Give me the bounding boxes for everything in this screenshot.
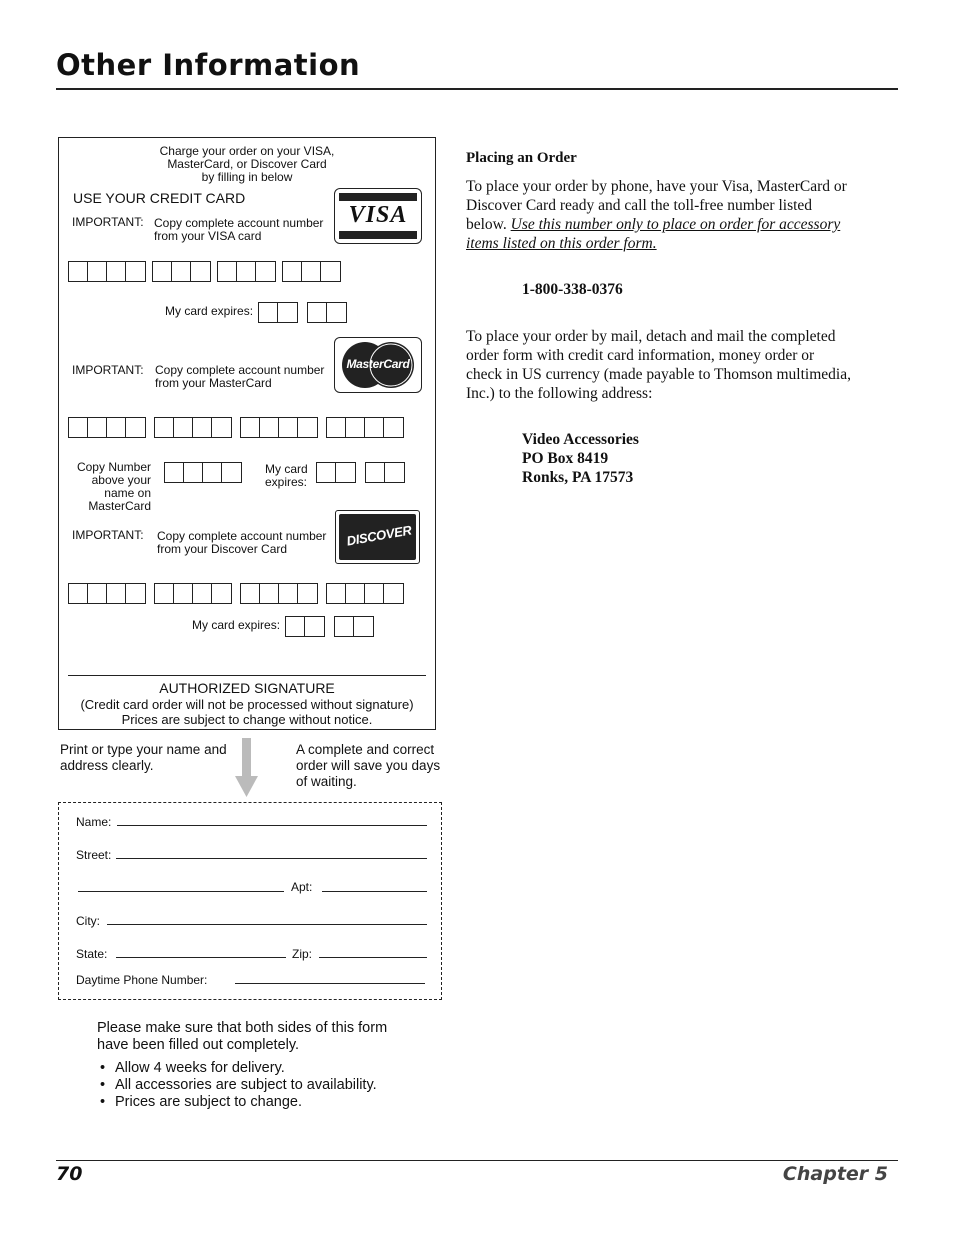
mastercard-copy-instructions [155, 364, 324, 390]
discover-logo [335, 510, 420, 564]
state-label: State: [76, 947, 108, 961]
visa-copy-instructions [154, 217, 323, 243]
digit-group[interactable] [240, 417, 318, 438]
digit-group[interactable] [68, 583, 146, 604]
visa-copy-line: Copy complete account number [154, 216, 324, 230]
section-heading: Placing an Order [466, 150, 577, 166]
city-label: City: [76, 914, 100, 928]
expiry-month[interactable] [285, 616, 325, 637]
emphasis-text: Use this number only to place on order for accessory [510, 216, 841, 233]
digit-group[interactable] [152, 261, 211, 282]
form-intro [120, 145, 374, 184]
discover-copy-line: from your Discover Card [157, 542, 288, 556]
digit-group[interactable] [326, 417, 404, 438]
paragraph-line: check in US currency (made payable to Thomson multimedia, [466, 366, 851, 383]
delivery-bullets [100, 1060, 377, 1111]
copy-number-line: above your [91, 473, 151, 487]
visa-expires-label: My card expires: [165, 304, 254, 318]
prices-notice: Prices are subject to change without notice. [121, 712, 373, 727]
expiry-year[interactable] [365, 462, 405, 483]
visa-logo [334, 188, 422, 244]
expiry-month[interactable] [316, 462, 356, 483]
digit-group[interactable] [240, 583, 318, 604]
mastercard-copy-number-label [66, 461, 151, 513]
digit-group[interactable] [68, 261, 146, 282]
street-field[interactable] [116, 858, 427, 859]
digit-group[interactable] [154, 583, 232, 604]
expires-line: My card [265, 462, 308, 476]
paragraph-line: To place your order by phone, have your Visa, MasterCard or [466, 178, 847, 195]
note-line: Please make sure that both sides of this form [97, 1020, 388, 1036]
mastercard-important-label: IMPORTANT: [72, 363, 144, 377]
list-item: • All accessories are subject to availability. [100, 1077, 377, 1093]
address-form [58, 802, 442, 1000]
mail-order-paragraph [466, 327, 851, 403]
complete-order-note [296, 742, 440, 790]
apt-label: Apt: [291, 880, 313, 894]
paragraph-line: order form with credit card information, money order or [466, 347, 815, 364]
note-line: A complete and correct [296, 742, 435, 757]
mastercard-extra-number-boxes[interactable] [164, 462, 242, 483]
paragraph-line: To place your order by mail, detach and mail the completed [466, 328, 836, 345]
emphasis-text: items listed on this order form. [466, 235, 657, 252]
title-divider [56, 88, 898, 90]
copy-number-line: Copy Number [76, 460, 151, 474]
mastercard-logo [334, 337, 422, 393]
address-line: Video Accessories [522, 431, 639, 448]
phone-order-paragraph [466, 177, 847, 253]
digit-group[interactable] [282, 261, 341, 282]
visa-copy-line: from your VISA card [154, 229, 262, 243]
discover-important-label: IMPORTANT: [72, 528, 144, 542]
paragraph-text: below. [466, 216, 507, 233]
discover-expiry-boxes[interactable] [285, 616, 374, 637]
zip-field[interactable] [319, 957, 427, 958]
zip-label: Zip: [292, 947, 313, 961]
discover-expires-label: My card expires: [192, 618, 281, 632]
discover-copy-instructions [157, 530, 326, 556]
expires-line: expires: [265, 475, 308, 489]
expiry-year[interactable] [307, 302, 347, 323]
use-credit-card-label: USE YOUR CREDIT CARD [73, 190, 246, 206]
mailing-address [522, 430, 639, 487]
form-intro-line: Charge your order on your VISA, [159, 144, 335, 158]
name-field[interactable] [117, 825, 427, 826]
expiry-month[interactable] [258, 302, 298, 323]
page-number: 70 [56, 1163, 83, 1185]
paragraph-line: Discover Card ready and call the toll-free number listed [466, 197, 813, 214]
discover-number-boxes[interactable] [68, 583, 404, 604]
list-item: • Prices are subject to change. [100, 1094, 302, 1110]
visa-important-label: IMPORTANT: [72, 215, 144, 229]
mastercard-number-boxes[interactable] [68, 417, 404, 438]
paragraph-line [466, 215, 847, 234]
copy-number-line: MasterCard [88, 499, 151, 513]
mastercard-copy-line: Copy complete account number [155, 363, 325, 377]
visa-expiry-boxes[interactable] [258, 302, 347, 323]
mastercard-logo-text: MasterCard [346, 357, 410, 371]
discover-copy-line: Copy complete account number [157, 529, 327, 543]
discover-logo-text: DISCOVER [345, 522, 413, 549]
note-line: of waiting. [296, 774, 357, 789]
expiry-year[interactable] [334, 616, 374, 637]
visa-logo-text: VISA [348, 202, 408, 228]
digit-group[interactable] [164, 462, 242, 483]
chapter-label: Chapter 5 [782, 1163, 888, 1185]
phone-field[interactable] [235, 983, 425, 984]
bullet-text: Allow 4 weeks for delivery. [115, 1060, 285, 1076]
signature-title: AUTHORIZED SIGNATURE [159, 680, 335, 696]
note-line: order will save you days [296, 758, 441, 773]
completion-note [97, 1020, 387, 1054]
apt-field[interactable] [322, 891, 427, 892]
paragraph-line: Inc.) to the following address: [466, 385, 653, 402]
address-line: PO Box 8419 [522, 450, 609, 467]
digit-group[interactable] [326, 583, 404, 604]
mastercard-expires-label [265, 463, 308, 489]
toll-free-phone: 1-800-338-0376 [522, 281, 623, 298]
street-line-2-field[interactable] [78, 891, 284, 892]
digit-group[interactable] [68, 417, 146, 438]
page-title: Other Information [56, 48, 361, 82]
list-item: • Allow 4 weeks for delivery. [100, 1060, 285, 1076]
note-line: address clearly. [60, 758, 154, 773]
signature-line[interactable] [68, 675, 426, 676]
print-name-note [60, 742, 227, 774]
note-line: Print or type your name and [60, 742, 227, 757]
mastercard-expiry-boxes[interactable] [316, 462, 405, 483]
state-field[interactable] [116, 957, 286, 958]
name-label: Name: [76, 815, 112, 829]
digit-group[interactable] [154, 417, 232, 438]
bullet-text: Prices are subject to change. [115, 1094, 302, 1110]
down-arrow-icon [235, 738, 259, 798]
note-line: have been filled out completely. [97, 1037, 300, 1053]
phone-label: Daytime Phone Number: [76, 973, 208, 987]
footer-divider [56, 1160, 898, 1161]
street-label: Street: [76, 848, 112, 862]
mastercard-copy-line: from your MasterCard [155, 376, 272, 390]
form-intro-line: MasterCard, or Discover Card [167, 157, 327, 171]
form-intro-line: by filling in below [201, 170, 293, 184]
bullet-text: All accessories are subject to availability. [115, 1077, 377, 1093]
digit-group[interactable] [217, 261, 276, 282]
visa-number-boxes[interactable] [68, 261, 341, 282]
address-line: Ronks, PA 17573 [522, 469, 634, 486]
signature-note: (Credit card order will not be processed without signature) [80, 697, 414, 712]
city-field[interactable] [107, 924, 427, 925]
copy-number-line: name on [104, 486, 151, 500]
